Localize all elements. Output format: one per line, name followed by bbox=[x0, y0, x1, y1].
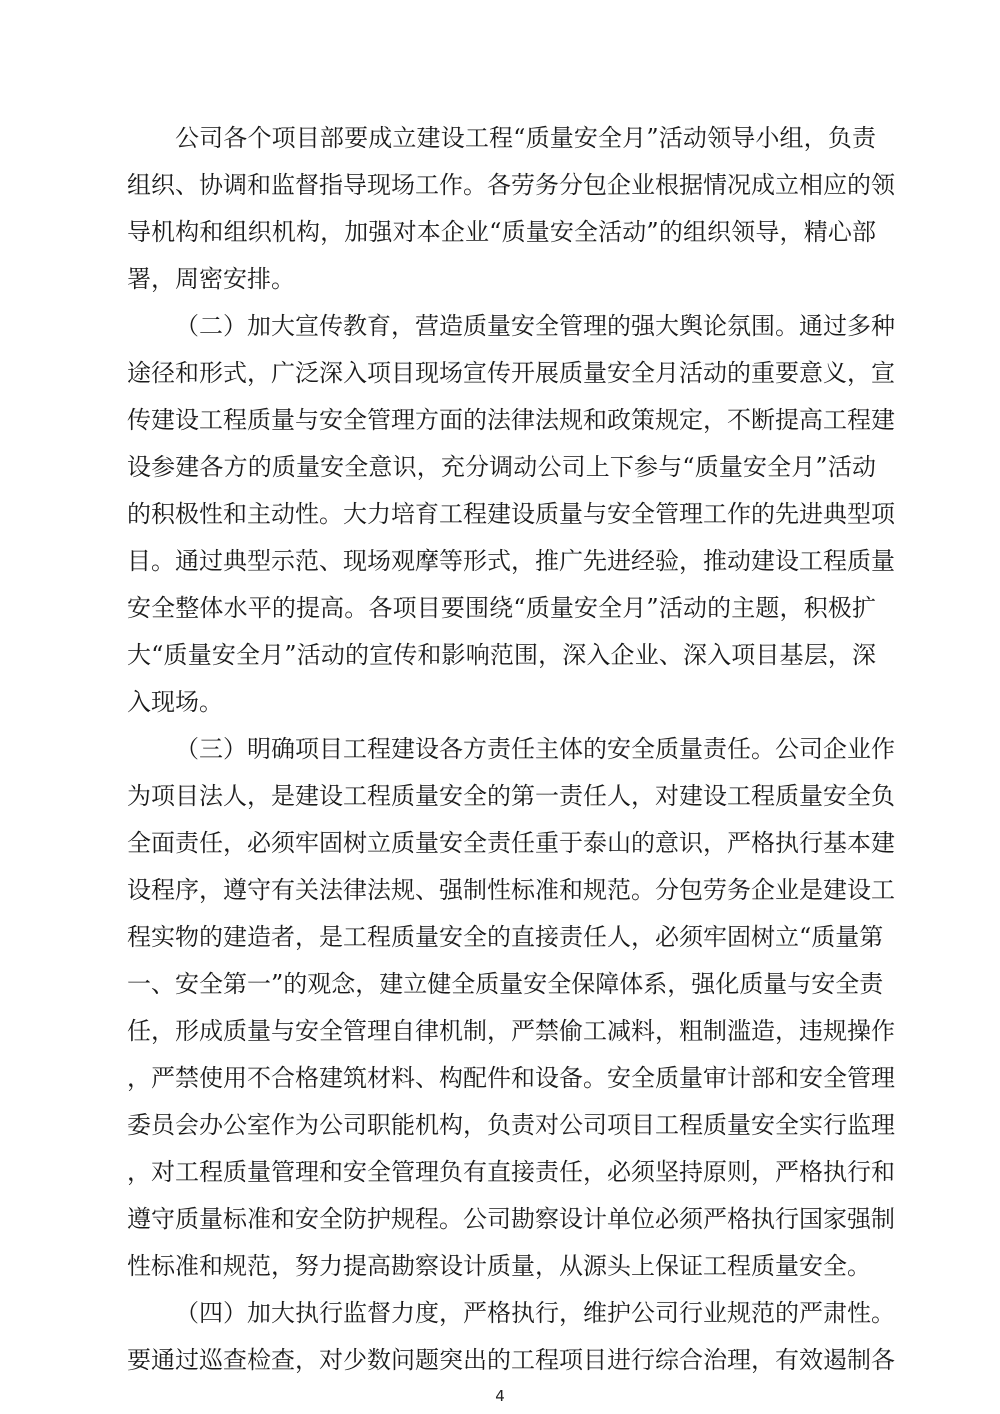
page-number: 4 bbox=[495, 1387, 505, 1405]
text-line: 设参建各方的质量安全意识，充分调动公司上下参与“质量安全月”活动 bbox=[127, 453, 876, 481]
text-line: 任，形成质量与安全管理自律机制，严禁偷工减料，粗制滥造，违规操作 bbox=[127, 1017, 895, 1045]
text-line: 组织、协调和监督指导现场工作。各劳务分包企业根据情况成立相应的领 bbox=[127, 171, 895, 199]
text-line: 传建设工程质量与安全管理方面的法律法规和政策规定，不断提高工程建 bbox=[127, 406, 895, 434]
text-line: 途径和形式，广泛深入项目现场宣传开展质量安全月活动的重要意义，宣 bbox=[127, 359, 895, 387]
text-line: （四）加大执行监督力度，严格执行，维护公司行业规范的严肃性。 bbox=[175, 1299, 895, 1327]
text-line: （三）明确项目工程建设各方责任主体的安全质量责任。公司企业作 bbox=[175, 735, 895, 763]
text-line: 程实物的建造者，是工程质量安全的直接责任人，必须牢固树立“质量第 bbox=[127, 923, 884, 951]
text-line: ，对工程质量管理和安全管理负有直接责任，必须坚持原则，严格执行和 bbox=[127, 1158, 895, 1186]
text-line: 的积极性和主动性。大力培育工程建设质量与安全管理工作的先进典型项 bbox=[127, 500, 895, 528]
text-line: 委员会办公室作为公司职能机构，负责对公司项目工程质量安全实行监理 bbox=[127, 1111, 895, 1139]
text-line: 大“质量安全月”活动的宣传和影响范围，深入企业、深入项目基层，深 bbox=[127, 641, 876, 669]
text-line: 公司各个项目部要成立建设工程“质量安全月”活动领导小组，负责 bbox=[175, 124, 876, 152]
text-line: 性标准和规范，努力提高勘察设计质量，从源头上保证工程质量安全。 bbox=[127, 1252, 871, 1280]
text-line: 要通过巡查检查，对少数问题突出的工程项目进行综合治理，有效遏制各 bbox=[127, 1346, 895, 1374]
text-line: 署，周密安排。 bbox=[127, 265, 295, 293]
text-line: 全面责任，必须牢固树立质量安全责任重于泰山的意识，严格执行基本建 bbox=[127, 829, 895, 857]
text-line: 一、安全第一”的观念，建立健全质量安全保障体系，强化质量与安全责 bbox=[127, 970, 884, 998]
text-line: 目。通过典型示范、现场观摩等形式，推广先进经验，推动建设工程质量 bbox=[127, 547, 895, 575]
text-line: 遵守质量标准和安全防护规程。公司勘察设计单位必须严格执行国家强制 bbox=[127, 1205, 895, 1233]
text-line: 为项目法人，是建设工程质量安全的第一责任人，对建设工程质量安全负 bbox=[127, 782, 895, 810]
text-line: ，严禁使用不合格建筑材料、构配件和设备。安全质量审计部和安全管理 bbox=[127, 1064, 895, 1092]
text-line: 入现场。 bbox=[127, 688, 223, 716]
text-line: 设程序，遵守有关法律法规、强制性标准和规范。分包劳务企业是建设工 bbox=[127, 876, 895, 904]
text-line: （二）加大宣传教育，营造质量安全管理的强大舆论氛围。通过多种 bbox=[175, 312, 895, 340]
text-line: 安全整体水平的提高。各项目要围绕“质量安全月”活动的主题，积极扩 bbox=[127, 594, 876, 622]
text-line: 导机构和组织机构，加强对本企业“质量安全活动”的组织领导，精心部 bbox=[127, 218, 876, 246]
